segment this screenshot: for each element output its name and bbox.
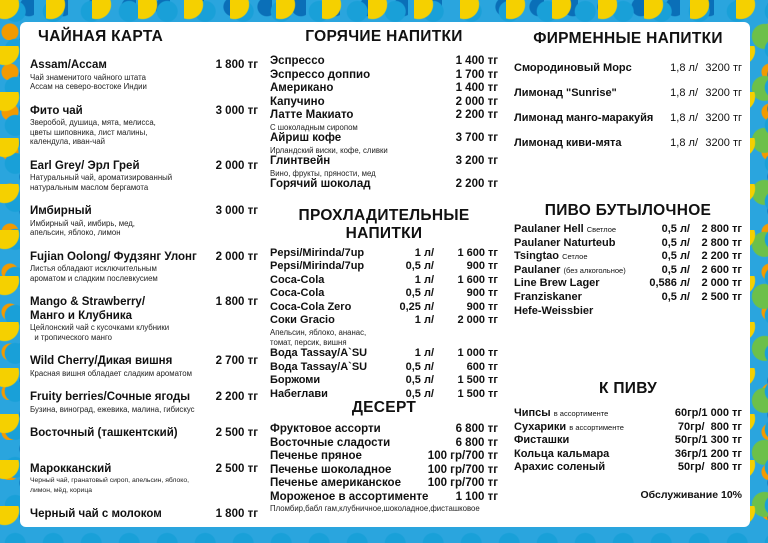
dessert-item-0: Фруктовое ассорти 6 800 тг: [270, 423, 498, 436]
tea-item-9: Марокканский 2 500 тг Черный чай, гранатовый сироп, апельсин, яблоко, лимон, мёд, корица: [30, 462, 258, 494]
right-column: [514, 30, 742, 501]
menu-panel: [20, 22, 750, 527]
cold-item-7: Вода Tassay/A`SU 0,5 л/ 600 тг: [270, 360, 498, 373]
cold-item-1: Pepsi/Mirinda/7up 0,5 л/ 900 тг: [270, 260, 498, 273]
snack-item-4: Арахис соленый 50гр/ 800 тг: [514, 461, 742, 474]
hot-list: Эспрессо 1 400 тг Эспрессо доппио 1 700 тг Американо 1 400 тг Капучино 2 000 тг Латте Макиато 2 200 тг С шоколадным сиропом Айриш кофе 3 700 тг Ирландский виски, кофе, сливки Глинтвейн 3 200 тг Вино, фрукты, пряности, мед Горячий шоколад 2 200 тг: [270, 55, 498, 190]
cold-title-2: НАПИТКИ: [345, 224, 423, 242]
dessert-item-5: Мороженое в ассортименте 1 100 тг: [270, 490, 498, 503]
hot-item-3: Капучино 2 000 тг: [270, 95, 498, 108]
signature-item-0: Смородиновый Морс 1,8 л/ 3200 тг: [514, 62, 742, 74]
beer-item-5: Franziskaner 0,5 л/ 2 500 тг: [514, 290, 742, 303]
beer-title: ПИВО БУТЫЛОЧНОЕ: [544, 202, 712, 219]
tea-item-2: Earl Grey/ Эрл Грей 2 000 тг Натуральный чай, ароматизированный натуральным маслом бергамота: [30, 159, 258, 192]
service-charge: Обслуживание 10%: [640, 488, 742, 501]
signature-item-3: Лимонад киви-мята 1,8 л/ 3200 тг: [514, 137, 742, 149]
snack-item-0: Чипсы в ассортименте 60гр/1 000 тг: [514, 407, 742, 420]
tea-item-1: Фито чай 3 000 тг Зверобой, душица, мята, мелисса, цветы шиповника, лист малины, календула, иван-чай: [30, 104, 258, 146]
beer-item-4: Line Brew Lager 0,586 л/ 2 000 тг: [514, 277, 742, 290]
cold-item-4: Coca-Cola Zero 0,25 л/ 900 тг: [270, 300, 498, 313]
tea-title: ЧАЙНАЯ КАРТА: [38, 28, 164, 45]
hot-item-4: Латте Макиато 2 200 тг: [270, 109, 498, 121]
snack-item-1: Сухарики в ассортименте 70гр/ 800 тг: [514, 420, 742, 433]
beer-item-3: Paulaner (без алкогольное) 0,5 л/ 2 600 тг: [514, 263, 742, 276]
signature-item-1: Лимонад "Sunrise" 1,8 л/ 3200 тг: [514, 87, 742, 99]
dessert-title: ДЕСЕРТ: [351, 399, 417, 417]
hot-item-0: Эспрессо 1 400 тг: [270, 55, 498, 67]
cold-item-8: Боржоми 0,5 л/ 1 500 тг: [270, 374, 498, 387]
tea-item-5: Mango & Strawberry/ 1 800 тг Манго и Клубника Цейлонский чай с кусочками клубники и тропического манго: [30, 296, 258, 342]
cold-item-5: Соки Gracio 1 л/ 2 000 тг: [270, 314, 498, 327]
signature-title: ФИРМЕННЫЕ НАПИТКИ: [533, 30, 723, 47]
middle-column: [270, 28, 498, 514]
beer-item-0: Paulaner Hell Светлое 0,5 л/ 2 800 тг: [514, 223, 742, 235]
beer-item-2: Tsingtao Сетлое 0,5 л/ 2 200 тг: [514, 250, 742, 263]
cold-list: Pepsi/Mirinda/7up 1 л/ 1 600 тг Pepsi/Mirinda/7up 0,5 л/ 900 тг Coca-Cola 1 л/ 1 600 тг Coca-Cola 0,5 л/ 900 тг Coca-Cola Zero 0,25 л/ 900 тг Соки Gracio 1 л/ 2 000 тг Апельсин, яблоко, ананас, томат, персик, вишня Вода Tassay/A`SU 1 л/ 1 000 тг Вода Tassay/A`SU 0,5 л/ 600 тг Боржоми 0,5 л/ 1 500 тг Набеглави 0,5 л/ 1 500 тг: [270, 246, 498, 400]
hot-item-2: Американо 1 400 тг: [270, 82, 498, 94]
tea-item-6: Wild Cherry/Дикая вишня 2 700 тг Красная вишня обладает сладким ароматом: [30, 355, 258, 378]
dessert-item-2: Печенье пряное 100 гр/700 тг: [270, 450, 498, 463]
tea-item-0: Assam/Ассам 1 800 тг Чай знаменитого чайного штата Ассам на северо-востоке Индии: [30, 59, 258, 91]
dessert-list: [270, 423, 498, 514]
signature-item-2: Лимонад манго-маракуйя 1,8 л/ 3200 тг: [514, 112, 742, 124]
tea-item-8: Восточный (ташкентский) 2 500 тг: [30, 427, 258, 439]
tea-item-3: Имбирный 3 000 тг Имбирный чай, имбирь, мед, апельсин, яблоко, лимон: [30, 205, 258, 237]
dessert-item-3: Печенье шоколадное 100 гр/700 тг: [270, 463, 498, 476]
cold-title: ПРОХЛАДИТЕЛЬНЫЕ: [298, 206, 470, 224]
hot-item-7: Горячий шоколад 2 200 тг: [270, 178, 498, 190]
beer-list: Paulaner Hell Светлое 0,5 л/ 2 800 тг Paulaner Naturteub 0,5 л/ 2 800 тг Tsingtao Сетлое 0,5 л/ 2 200 тг Paulaner (без алкогольное) 0,5 л/ 2 600 тг Line Brew Lager 0,586 л/ 2 000 тг Franziskaner 0,5 л/ 2 500 тг Hefe-Weissbier: [514, 223, 742, 317]
snack-item-3: Кольца кальмара 36гр/1 200 тг: [514, 447, 742, 460]
dessert-item-4: Печенье американское 100 гр/700 тг: [270, 477, 498, 490]
hot-item-5: Айриш кофе 3 700 тг: [270, 132, 498, 144]
hot-title: ГОРЯЧИЕ НАПИТКИ: [305, 28, 463, 45]
snack-item-2: Фисташки 50гр/1 300 тг: [514, 434, 742, 447]
cold-item-6: Вода Tassay/A`SU 1 л/ 1 000 тг: [270, 347, 498, 360]
signature-list: [514, 56, 742, 156]
tea-item-7: Fruity berries/Сочные ягоды 2 200 тг Бузина, виноград, ежевика, малина, гибискус: [30, 391, 258, 414]
beer-item-1: Paulaner Naturteub 0,5 л/ 2 800 тг: [514, 236, 742, 249]
hot-item-1: Эспрессо доппио 1 700 тг: [270, 68, 498, 81]
tea-item-4: Fujian Oolong/ Фудзянг Улонг 2 000 тг Листья обладают исключительным ароматом и сладким послевкусием: [30, 250, 258, 283]
tea-item-10: Черный чай с молоком 1 800 тг: [30, 508, 258, 520]
dessert-item-1: Восточные сладости 6 800 тг: [270, 436, 498, 449]
cold-item-9: Набеглави 0,5 л/ 1 500 тг: [270, 387, 498, 400]
tea-section: [30, 28, 258, 522]
snacks-list: [514, 407, 742, 475]
cold-item-0: Pepsi/Mirinda/7up 1 л/ 1 600 тг: [270, 246, 498, 259]
dessert-note: Пломбир,бабл гам,клубничное,шоколадное,фисташковое: [270, 504, 480, 514]
cold-item-3: Coca-Cola 0,5 л/ 900 тг: [270, 287, 498, 300]
cold-item-2: Coca-Cola 1 л/ 1 600 тг: [270, 273, 498, 286]
hot-item-6: Глинтвейн 3 200 тг: [270, 155, 498, 167]
snacks-title: К ПИВУ: [598, 380, 658, 398]
